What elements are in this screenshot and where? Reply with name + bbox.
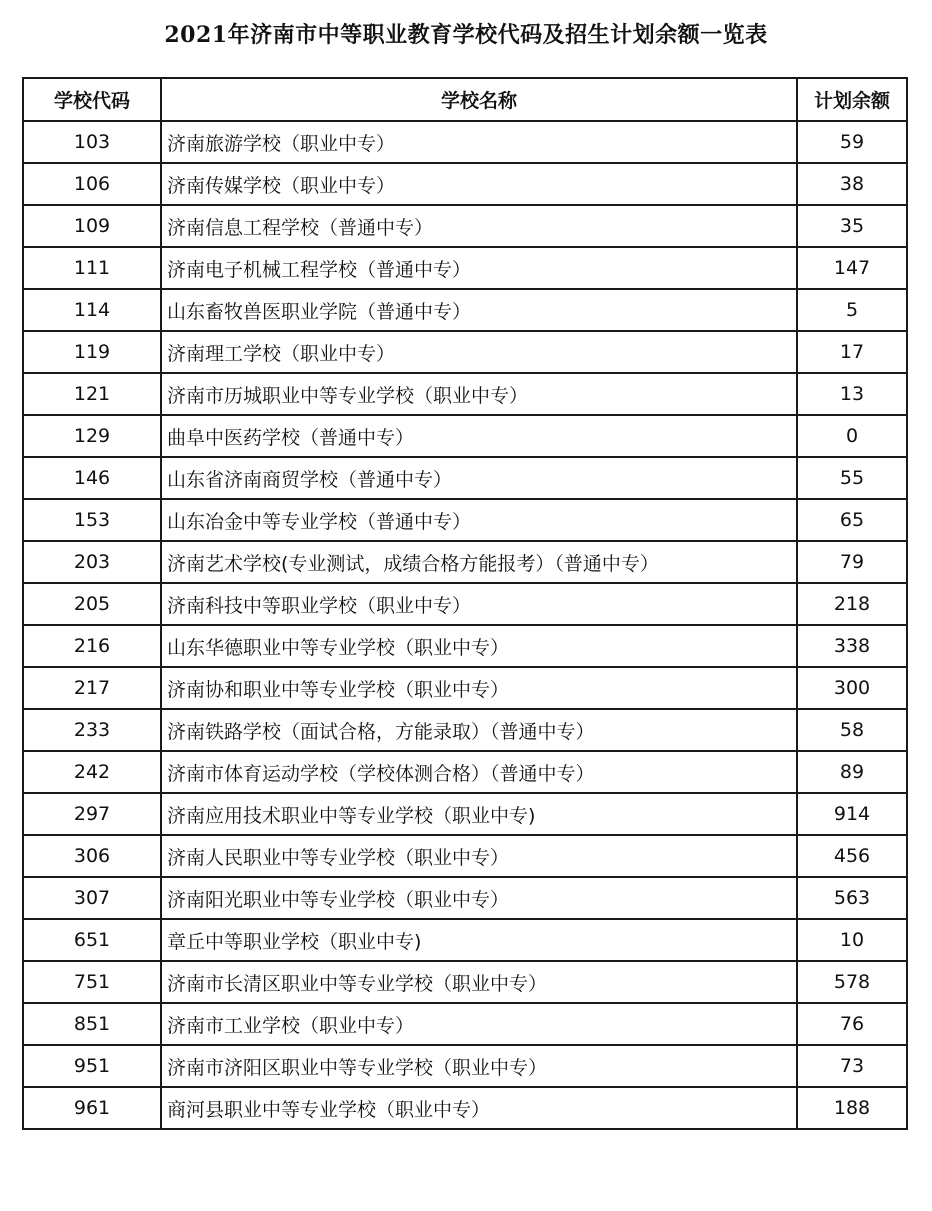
plan-remaining-cell: 5 — [797, 289, 907, 331]
table-row — [23, 919, 907, 961]
school-name-cell: 济南旅游学校（职业中专） — [161, 121, 797, 163]
school-code-cell: 216 — [23, 625, 161, 667]
school-name-cell: 商河县职业中等专业学校（职业中专） — [161, 1087, 797, 1129]
school-code-cell: 119 — [23, 331, 161, 373]
school-code-cell: 851 — [23, 1003, 161, 1045]
plan-remaining-cell: 0 — [797, 415, 907, 457]
school-code-cell: 951 — [23, 1045, 161, 1087]
table-row — [23, 415, 907, 457]
school-name-cell: 章丘中等职业学校（职业中专) — [161, 919, 797, 961]
table-row — [23, 1087, 907, 1129]
plan-remaining-cell: 38 — [797, 163, 907, 205]
plan-remaining-cell: 65 — [797, 499, 907, 541]
school-code-cell: 111 — [23, 247, 161, 289]
page-title: 2021年济南市中等职业教育学校代码及招生计划余额一览表 — [164, 22, 768, 48]
table-row — [23, 751, 907, 793]
school-code-cell: 103 — [23, 121, 161, 163]
school-name-cell: 济南市体育运动学校（学校体测合格）（普通中专） — [161, 751, 797, 793]
school-name-cell: 济南传媒学校（职业中专） — [161, 163, 797, 205]
plan-remaining-cell: 10 — [797, 919, 907, 961]
table-row — [23, 583, 907, 625]
header-school-name: 学校名称 — [161, 78, 797, 121]
table-row — [23, 835, 907, 877]
table-row — [23, 1045, 907, 1087]
school-quota-table — [22, 77, 908, 1130]
school-name-cell: 济南市长清区职业中等专业学校（职业中专） — [161, 961, 797, 1003]
school-code-cell: 109 — [23, 205, 161, 247]
plan-remaining-cell: 914 — [797, 793, 907, 835]
table-row — [23, 373, 907, 415]
school-name-cell: 济南信息工程学校（普通中专） — [161, 205, 797, 247]
school-code-cell: 153 — [23, 499, 161, 541]
school-name-cell: 济南人民职业中等专业学校（职业中专） — [161, 835, 797, 877]
school-name-cell: 济南阳光职业中等专业学校（职业中专） — [161, 877, 797, 919]
school-code-cell: 217 — [23, 667, 161, 709]
school-code-cell: 751 — [23, 961, 161, 1003]
plan-remaining-cell: 188 — [797, 1087, 907, 1129]
school-code-cell: 146 — [23, 457, 161, 499]
school-name-cell: 济南协和职业中等专业学校（职业中专） — [161, 667, 797, 709]
header-school-code: 学校代码 — [23, 78, 161, 121]
school-name-cell: 济南市济阳区职业中等专业学校（职业中专） — [161, 1045, 797, 1087]
school-code-cell: 242 — [23, 751, 161, 793]
plan-remaining-cell: 89 — [797, 751, 907, 793]
plan-remaining-cell: 58 — [797, 709, 907, 751]
plan-remaining-cell: 55 — [797, 457, 907, 499]
school-code-cell: 297 — [23, 793, 161, 835]
table-header — [23, 78, 907, 121]
table-row — [23, 1003, 907, 1045]
table-row — [23, 457, 907, 499]
school-name-cell: 济南市历城职业中等专业学校（职业中专） — [161, 373, 797, 415]
school-name-cell: 济南电子机械工程学校（普通中专） — [161, 247, 797, 289]
plan-remaining-cell: 218 — [797, 583, 907, 625]
school-code-cell: 961 — [23, 1087, 161, 1129]
table-body — [23, 121, 907, 1129]
plan-remaining-cell: 300 — [797, 667, 907, 709]
table-row — [23, 625, 907, 667]
school-name-cell: 山东冶金中等专业学校（普通中专） — [161, 499, 797, 541]
plan-remaining-cell: 35 — [797, 205, 907, 247]
table-row — [23, 163, 907, 205]
school-code-cell: 121 — [23, 373, 161, 415]
plan-remaining-cell: 147 — [797, 247, 907, 289]
table-row — [23, 877, 907, 919]
table-row — [23, 667, 907, 709]
school-name-cell: 济南科技中等职业学校（职业中专） — [161, 583, 797, 625]
plan-remaining-cell: 338 — [797, 625, 907, 667]
table-row — [23, 247, 907, 289]
plan-remaining-cell: 578 — [797, 961, 907, 1003]
school-code-cell: 114 — [23, 289, 161, 331]
plan-remaining-cell: 73 — [797, 1045, 907, 1087]
plan-remaining-cell: 79 — [797, 541, 907, 583]
table-row — [23, 331, 907, 373]
school-name-cell: 曲阜中医药学校（普通中专） — [161, 415, 797, 457]
school-code-cell: 203 — [23, 541, 161, 583]
table-row — [23, 709, 907, 751]
table-row — [23, 205, 907, 247]
header-row — [23, 78, 907, 121]
header-plan-remaining: 计划余额 — [797, 78, 907, 121]
school-name-cell: 山东华德职业中等专业学校（职业中专） — [161, 625, 797, 667]
school-code-cell: 129 — [23, 415, 161, 457]
school-name-cell: 济南艺术学校(专业测试，成绩合格方能报考）（普通中专） — [161, 541, 797, 583]
school-code-cell: 205 — [23, 583, 161, 625]
plan-remaining-cell: 563 — [797, 877, 907, 919]
table-row — [23, 793, 907, 835]
school-name-cell: 山东畜牧兽医职业学院（普通中专） — [161, 289, 797, 331]
plan-remaining-cell: 13 — [797, 373, 907, 415]
table-row — [23, 289, 907, 331]
school-code-cell: 233 — [23, 709, 161, 751]
table-row — [23, 499, 907, 541]
table-row — [23, 121, 907, 163]
school-code-cell: 307 — [23, 877, 161, 919]
school-name-cell: 山东省济南商贸学校（普通中专） — [161, 457, 797, 499]
table-row — [23, 961, 907, 1003]
school-name-cell: 济南市工业学校（职业中专） — [161, 1003, 797, 1045]
plan-remaining-cell: 456 — [797, 835, 907, 877]
table-row — [23, 541, 907, 583]
school-code-cell: 651 — [23, 919, 161, 961]
school-code-cell: 306 — [23, 835, 161, 877]
school-code-cell: 106 — [23, 163, 161, 205]
plan-remaining-cell: 76 — [797, 1003, 907, 1045]
school-name-cell: 济南理工学校（职业中专） — [161, 331, 797, 373]
school-name-cell: 济南铁路学校（面试合格，方能录取）（普通中专） — [161, 709, 797, 751]
plan-remaining-cell: 17 — [797, 331, 907, 373]
school-name-cell: 济南应用技术职业中等专业学校（职业中专) — [161, 793, 797, 835]
plan-remaining-cell: 59 — [797, 121, 907, 163]
